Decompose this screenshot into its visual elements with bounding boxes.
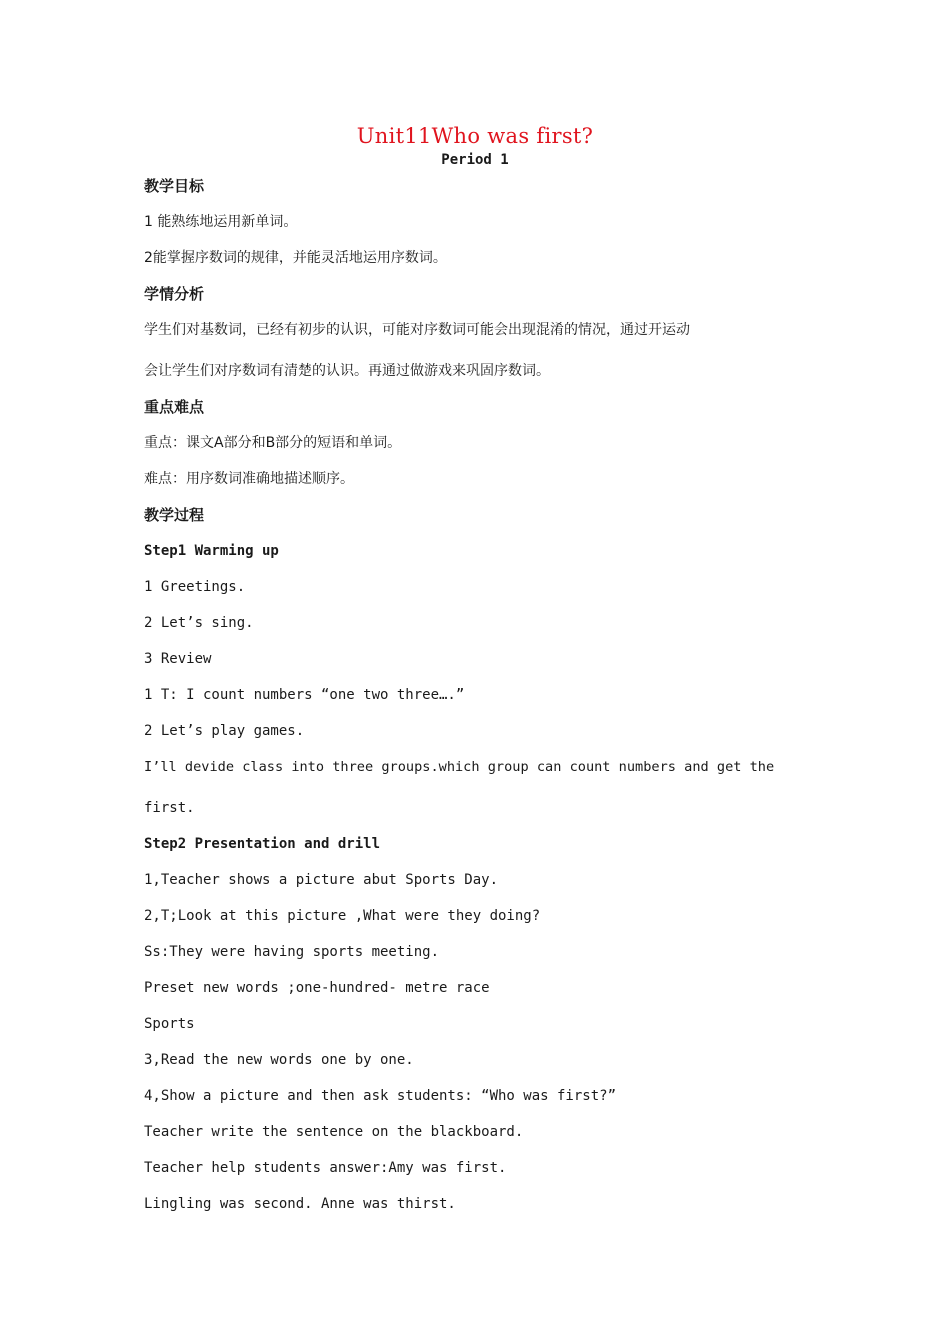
step-heading: Step2 Presentation and drill xyxy=(144,836,381,852)
process-line: 3 Review xyxy=(144,651,212,667)
objective-line: 1 能熟练地运用新单词。 xyxy=(144,214,298,230)
process-line: 2,T;Look at this picture ,What were they doing? xyxy=(144,908,541,924)
step-heading: Step1 Warming up xyxy=(144,543,279,559)
heading-teaching-objectives: 教学目标 xyxy=(144,177,205,195)
process-line: first. xyxy=(144,800,195,816)
process-line: 1,Teacher shows a picture abut Sports Day. xyxy=(144,872,499,888)
process-line: Teacher help students answer:Amy was first. xyxy=(144,1160,507,1176)
objective-line: 2能掌握序数词的规律，并能灵活地运用序数词。 xyxy=(144,250,447,266)
process-line: Teacher write the sentence on the blackboard. xyxy=(144,1124,524,1140)
process-line: 3,Read the new words one by one. xyxy=(144,1052,414,1068)
process-line: Sports xyxy=(144,1016,195,1032)
process-line: Lingling was second. Anne was thirst. xyxy=(144,1196,456,1212)
heading-student-analysis: 学情分析 xyxy=(144,285,205,303)
difficulty-line: 难点：用序数词准确地描述顺序。 xyxy=(144,471,354,487)
analysis-line: 会让学生们对序数词有清楚的认识。再通过做游戏来巩固序数词。 xyxy=(144,363,550,379)
analysis-line: 学生们对基数词，已经有初步的认识，可能对序数词可能会出现混淆的情况，通过开运动 xyxy=(144,322,690,338)
key-point-line: 重点：课文A部分和B部分的短语和单词。 xyxy=(144,435,402,451)
heading-teaching-process: 教学过程 xyxy=(144,506,205,524)
heading-key-points: 重点难点 xyxy=(144,398,205,416)
process-line: I’ll devide class into three groups.which group can count numbers and get the xyxy=(144,759,775,775)
process-line: 4,Show a picture and then ask students: “Who was first?” xyxy=(144,1088,617,1104)
period-subtitle: Period 1 xyxy=(441,152,509,168)
process-line: 1 T: I count numbers “one two three….” xyxy=(144,687,465,703)
process-line: Ss:They were having sports meeting. xyxy=(144,944,440,960)
process-line: 2 Let’s play games. xyxy=(144,723,305,739)
process-line: Preset new words ;one-hundred- metre race xyxy=(144,980,490,996)
document-title: Unit11Who was first? xyxy=(356,124,594,148)
process-line: 1 Greetings. xyxy=(144,579,246,595)
process-line: 2 Let’s sing. xyxy=(144,615,254,631)
